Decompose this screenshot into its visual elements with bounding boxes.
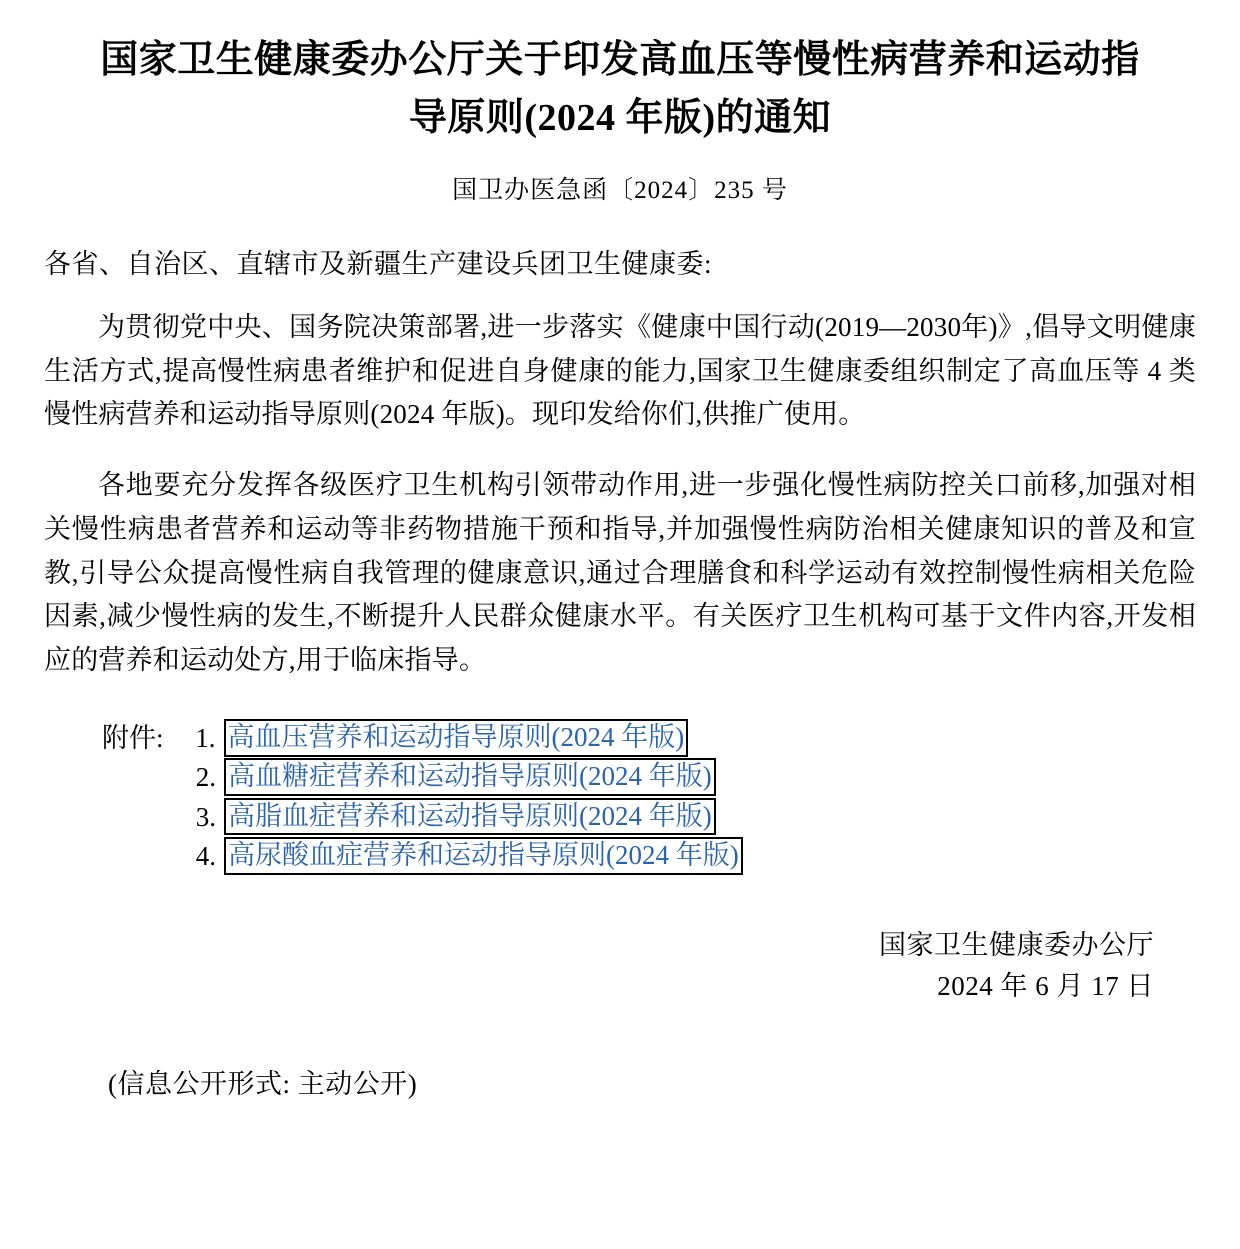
attachment-link-4[interactable]: 高尿酸血症营养和运动指导原则(2024 年版)	[224, 837, 743, 875]
signature-date: 2024 年 6 月 17 日	[937, 971, 1154, 1002]
attachment-number: 1.	[195, 722, 216, 753]
salutation: 各省、自治区、直辖市及新疆生产建设兵团卫生健康委:	[44, 248, 713, 279]
document-number: 国卫办医急函〔2024〕235 号	[452, 176, 788, 204]
body-paragraph-1: 为贯彻党中央、国务院决策部署,进一步落实《健康中国行动(2019—2030年)》,倡导文明健康生活方式,提高慢性病患者维护和促进自身健康的能力,国家卫生健康委组织制定了高血压等 4 类慢性病营养和运动指导原则(2024 年版)。现印发给你们,供推广使用。	[44, 312, 1196, 430]
signature-issuer: 国家卫生健康委办公厅	[879, 929, 1154, 960]
attachment-link-3[interactable]: 高脂血症营养和运动指导原则(2024 年版)	[224, 798, 716, 836]
attachment-link-2[interactable]: 高血糖症营养和运动指导原则(2024 年版)	[224, 758, 716, 796]
attachment-row	[44, 798, 1196, 837]
attachments-section	[44, 719, 1196, 877]
attachment-number: 4.	[195, 841, 216, 872]
attachment-row	[44, 719, 1196, 758]
body-paragraph-2: 各地要充分发挥各级医疗卫生机构引领带动作用,进一步强化慢性病防控关口前移,加强对相关慢性病患者营养和运动等非药物措施干预和指导,并加强慢性病防治相关健康知识的普及和宣教,引导公众提高慢性病自我管理的健康意识,通过合理膳食和科学运动有效控制慢性病相关危险因素,减少慢性病的发生,不断提升人民群众健康水平。有关医疗卫生机构可基于文件内容,开发相应的营养和运动处方,用于临床指导。	[44, 470, 1196, 676]
attachment-row	[44, 758, 1196, 797]
disclosure-note: (信息公开形式: 主动公开)	[108, 1069, 418, 1100]
attachment-row	[44, 837, 1196, 876]
page-title: 国家卫生健康委办公厅关于印发高血压等慢性病营养和运动指导原则(2024 年版)的通知	[100, 39, 1140, 139]
signature-block	[44, 925, 1196, 1009]
attachment-link-1[interactable]: 高血压营养和运动指导原则(2024 年版)	[224, 719, 689, 757]
attachment-number: 3.	[195, 801, 216, 832]
attachments-label: 附件:	[102, 722, 164, 753]
attachment-number: 2.	[195, 762, 216, 793]
